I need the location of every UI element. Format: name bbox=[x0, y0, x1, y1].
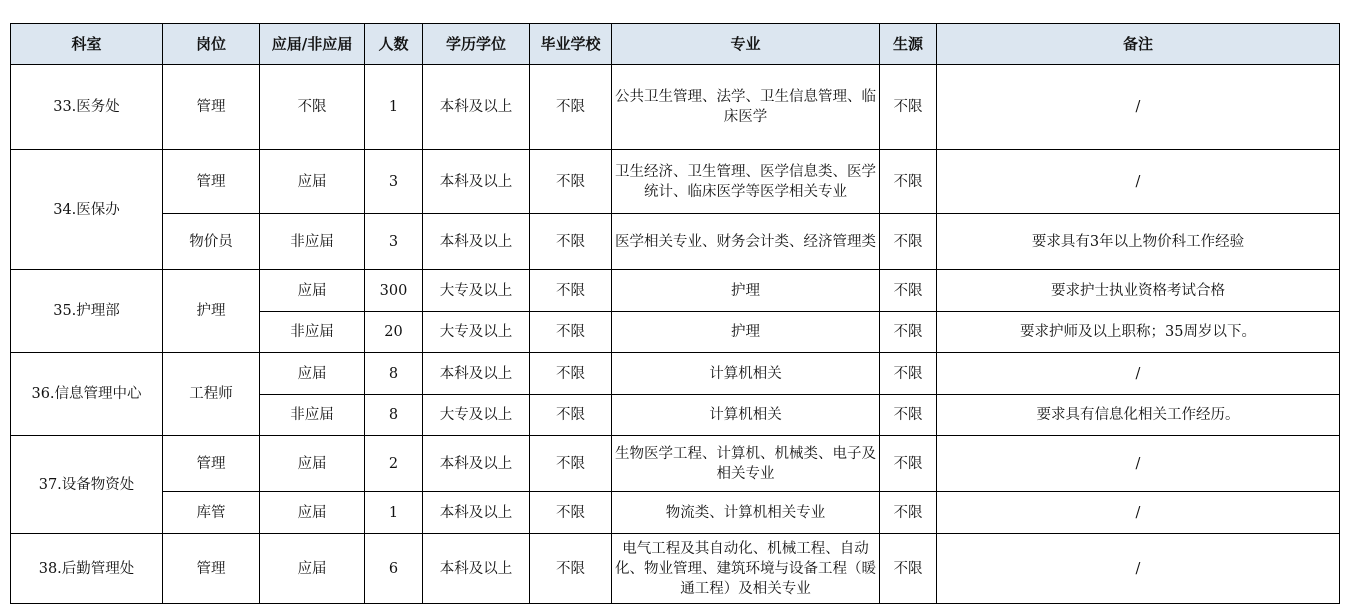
note-cell: 要求具有信息化相关工作经历。 bbox=[937, 395, 1340, 436]
graduate-type-cell: 应届 bbox=[260, 353, 365, 395]
note-cell: / bbox=[937, 436, 1340, 492]
school-cell: 不限 bbox=[530, 214, 612, 270]
school-cell: 不限 bbox=[530, 492, 612, 534]
education-cell: 大专及以上 bbox=[423, 395, 530, 436]
major-cell: 公共卫生管理、法学、卫生信息管理、临床医学 bbox=[612, 65, 880, 150]
graduate-type-cell: 不限 bbox=[260, 65, 365, 150]
note-cell: / bbox=[937, 65, 1340, 150]
table-row bbox=[11, 353, 1340, 395]
header-major: 专业 bbox=[612, 24, 880, 65]
major-cell: 医学相关专业、财务会计类、经济管理类 bbox=[612, 214, 880, 270]
table-row bbox=[11, 534, 1340, 604]
count-cell: 6 bbox=[365, 534, 423, 604]
education-cell: 本科及以上 bbox=[423, 65, 530, 150]
note-cell: / bbox=[937, 353, 1340, 395]
department-cell: 38.后勤管理处 bbox=[11, 534, 163, 604]
table-row bbox=[11, 270, 1340, 312]
position-cell: 物价员 bbox=[163, 214, 260, 270]
note-cell: 要求具有3年以上物价科工作经验 bbox=[937, 214, 1340, 270]
graduate-type-cell: 非应届 bbox=[260, 312, 365, 353]
source-cell: 不限 bbox=[880, 353, 937, 395]
major-cell: 物流类、计算机相关专业 bbox=[612, 492, 880, 534]
graduate-type-cell: 非应届 bbox=[260, 395, 365, 436]
note-cell: / bbox=[937, 492, 1340, 534]
school-cell: 不限 bbox=[530, 534, 612, 604]
count-cell: 3 bbox=[365, 150, 423, 214]
position-cell: 工程师 bbox=[163, 353, 260, 436]
header-note: 备注 bbox=[937, 24, 1340, 65]
source-cell: 不限 bbox=[880, 395, 937, 436]
count-cell: 300 bbox=[365, 270, 423, 312]
position-cell: 库管 bbox=[163, 492, 260, 534]
header-department: 科室 bbox=[11, 24, 163, 65]
count-cell: 8 bbox=[365, 395, 423, 436]
department-cell: 36.信息管理中心 bbox=[11, 353, 163, 436]
note-cell: / bbox=[937, 150, 1340, 214]
major-cell: 护理 bbox=[612, 270, 880, 312]
graduate-type-cell: 应届 bbox=[260, 150, 365, 214]
school-cell: 不限 bbox=[530, 353, 612, 395]
school-cell: 不限 bbox=[530, 436, 612, 492]
department-cell: 37.设备物资处 bbox=[11, 436, 163, 534]
note-cell: / bbox=[937, 534, 1340, 604]
header-school: 毕业学校 bbox=[530, 24, 612, 65]
department-cell: 35.护理部 bbox=[11, 270, 163, 353]
table-row bbox=[11, 214, 1340, 270]
source-cell: 不限 bbox=[880, 150, 937, 214]
count-cell: 8 bbox=[365, 353, 423, 395]
header-education: 学历学位 bbox=[423, 24, 530, 65]
count-cell: 3 bbox=[365, 214, 423, 270]
position-cell: 管理 bbox=[163, 534, 260, 604]
education-cell: 本科及以上 bbox=[423, 436, 530, 492]
source-cell: 不限 bbox=[880, 492, 937, 534]
header-count: 人数 bbox=[365, 24, 423, 65]
major-cell: 计算机相关 bbox=[612, 353, 880, 395]
school-cell: 不限 bbox=[530, 395, 612, 436]
count-cell: 1 bbox=[365, 492, 423, 534]
major-cell: 护理 bbox=[612, 312, 880, 353]
header-position: 岗位 bbox=[163, 24, 260, 65]
position-cell: 管理 bbox=[163, 150, 260, 214]
source-cell: 不限 bbox=[880, 534, 937, 604]
graduate-type-cell: 应届 bbox=[260, 492, 365, 534]
major-cell: 生物医学工程、计算机、机械类、电子及相关专业 bbox=[612, 436, 880, 492]
table-row bbox=[11, 65, 1340, 150]
count-cell: 1 bbox=[365, 65, 423, 150]
department-cell: 33.医务处 bbox=[11, 65, 163, 150]
education-cell: 本科及以上 bbox=[423, 150, 530, 214]
school-cell: 不限 bbox=[530, 150, 612, 214]
department-cell: 34.医保办 bbox=[11, 150, 163, 270]
school-cell: 不限 bbox=[530, 312, 612, 353]
graduate-type-cell: 应届 bbox=[260, 436, 365, 492]
graduate-type-cell: 应届 bbox=[260, 534, 365, 604]
education-cell: 本科及以上 bbox=[423, 492, 530, 534]
table-row bbox=[11, 492, 1340, 534]
source-cell: 不限 bbox=[880, 436, 937, 492]
source-cell: 不限 bbox=[880, 214, 937, 270]
position-cell: 管理 bbox=[163, 65, 260, 150]
major-cell: 电气工程及其自动化、机械工程、自动化、物业管理、建筑环境与设备工程（暖通工程）及相关专业 bbox=[612, 534, 880, 604]
education-cell: 大专及以上 bbox=[423, 270, 530, 312]
header-graduate-type: 应届/非应届 bbox=[260, 24, 365, 65]
education-cell: 本科及以上 bbox=[423, 534, 530, 604]
header-row bbox=[11, 24, 1340, 65]
recruitment-table bbox=[10, 23, 1340, 604]
education-cell: 本科及以上 bbox=[423, 214, 530, 270]
school-cell: 不限 bbox=[530, 270, 612, 312]
position-cell: 管理 bbox=[163, 436, 260, 492]
education-cell: 本科及以上 bbox=[423, 353, 530, 395]
major-cell: 卫生经济、卫生管理、医学信息类、医学统计、临床医学等医学相关专业 bbox=[612, 150, 880, 214]
major-cell: 计算机相关 bbox=[612, 395, 880, 436]
education-cell: 大专及以上 bbox=[423, 312, 530, 353]
graduate-type-cell: 非应届 bbox=[260, 214, 365, 270]
note-cell: 要求护师及以上职称；35周岁以下。 bbox=[937, 312, 1340, 353]
source-cell: 不限 bbox=[880, 270, 937, 312]
count-cell: 20 bbox=[365, 312, 423, 353]
table-row bbox=[11, 436, 1340, 492]
note-cell: 要求护士执业资格考试合格 bbox=[937, 270, 1340, 312]
position-cell: 护理 bbox=[163, 270, 260, 353]
source-cell: 不限 bbox=[880, 65, 937, 150]
header-source: 生源 bbox=[880, 24, 937, 65]
source-cell: 不限 bbox=[880, 312, 937, 353]
school-cell: 不限 bbox=[530, 65, 612, 150]
graduate-type-cell: 应届 bbox=[260, 270, 365, 312]
table-row bbox=[11, 150, 1340, 214]
count-cell: 2 bbox=[365, 436, 423, 492]
